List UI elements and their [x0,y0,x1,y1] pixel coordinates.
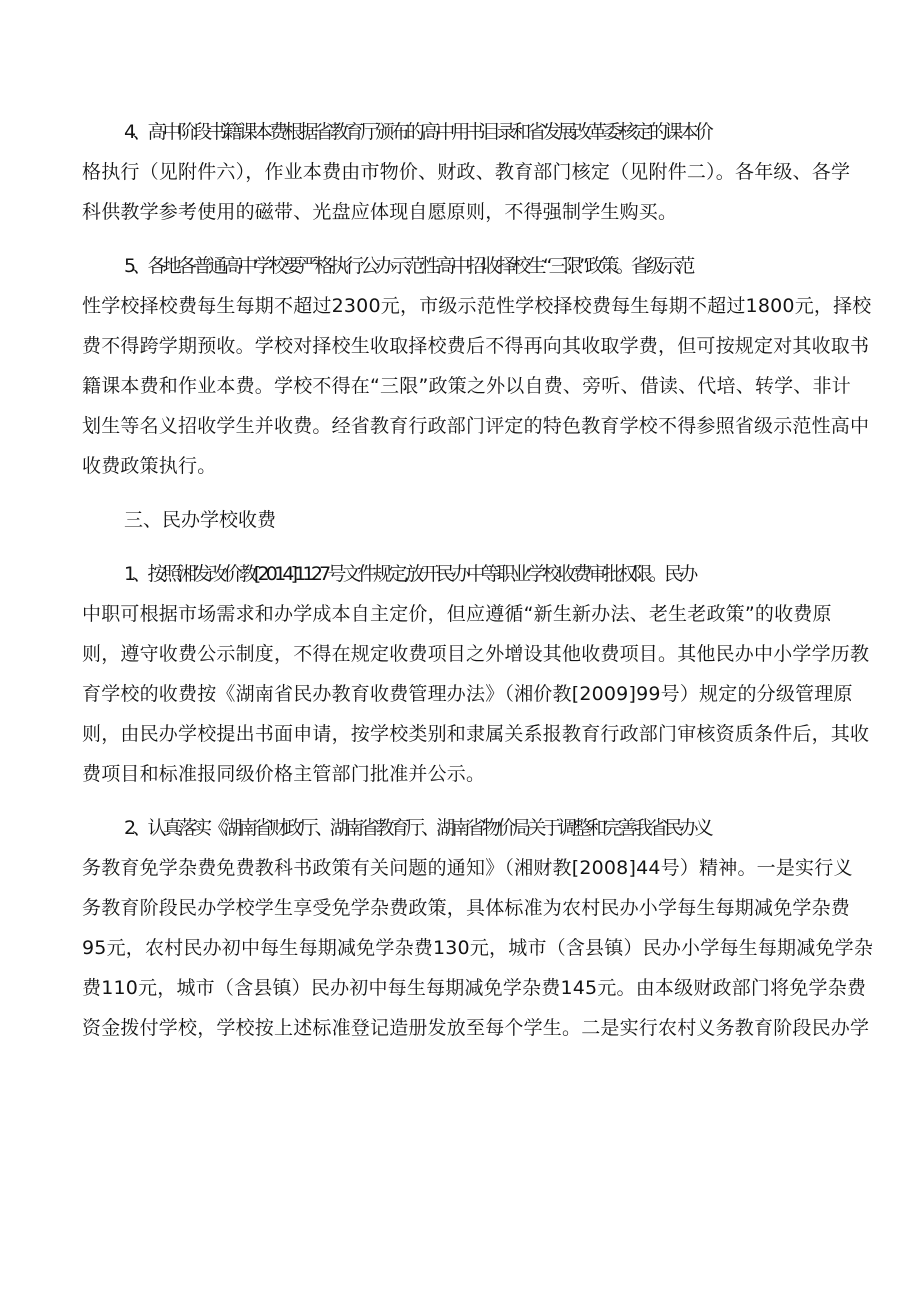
text-line: 划生等名义招收学生并收费。经省教育行政部门评定的特色教育学校不得参照省级示范性高中 [82,415,870,437]
text-line: 则，遵守收费公示制度，不得在规定收费项目之外增设其他收费项目。其他民办中小学学历教 [82,643,870,665]
text-line: 2、认真落实《湖南省财政厅、湖南省教育厅、湖南省物价局关于调整和完善我省民办义 [124,817,710,839]
text-line: 务教育免学杂费免费教科书政策有关问题的通知》（湘财教[2008]44号）精神。一是实行义 [82,857,853,879]
text-line: 籍课本费和作业本费。学校不得在“三限”政策之外以自费、旁听、借读、代培、转学、非计 [82,375,851,397]
text-line: 95元，农村民办初中每生每期减免学杂费130元，城市（含县镇）民办小学每生每期减免学杂 [82,937,874,959]
text-line: 育学校的收费按《湖南省民办教育收费管理办法》（湘价教[2009]99号）规定的分级管理原 [82,683,853,705]
text-line: 收费政策执行。 [82,455,217,477]
text-line: 中职可根据市场需求和办学成本自主定价，但应遵循“新生新办法、老生老政策”的收费原 [82,603,832,625]
paragraph-5-school-choice-fees [82,246,900,486]
text-line: 1、按照湘发改价教[2014]1127号文件规定,放开民办中等职业学校收费审批权限。民办 [124,563,695,585]
document-body [82,112,900,1048]
text-line: 资金拨付学校，学校按上述标准登记造册发放至每个学生。二是实行农村义务教育阶段民办学 [82,1017,870,1039]
text-line: 费不得跨学期预收。学校对择校生收取择校费后不得再向其收取学费，但可按规定对其收取书 [82,335,870,357]
text-line: 性学校择校费每生每期不超过2300元，市级示范性学校择校费每生每期不超过1800元，择校 [82,295,872,317]
text-line: 费110元，城市（含县镇）民办初中每生每期减免学杂费145元。由本级财政部门将免学杂费 [82,977,867,999]
paragraph-4-textbook-fees [82,112,900,232]
paragraph-2-tuition-exemption [82,808,900,1048]
paragraph-1-private-vocational-fees [82,554,900,794]
text-line: 4、高中阶段书籍课本费根据省教育厅颁布的高中用书目录和省发展改革委核定的课本价 [124,121,710,143]
text-line: 5、各地各普通高中学校要严格执行公办示范性高中招收择校生“三限”政策。省级示范 [124,255,692,277]
section-heading-private-schools: 三、民办学校收费 [124,509,277,531]
text-line: 则，由民办学校提出书面申请，按学校类别和隶属关系报教育行政部门审核资质条件后，其收 [82,723,870,745]
text-line: 费项目和标准报同级价格主管部门批准并公示。 [82,763,486,785]
text-line: 务教育阶段民办学校学生享受免学杂费政策，具体标准为农村民办小学每生每期减免学杂费 [82,897,851,919]
text-line: 格执行（见附件六），作业本费由市物价、财政、教育部门核定（见附件二）。各年级、各学 [82,161,851,183]
text-line: 科供教学参考使用的磁带、光盘应体现自愿原则，不得强制学生购买。 [82,201,678,223]
